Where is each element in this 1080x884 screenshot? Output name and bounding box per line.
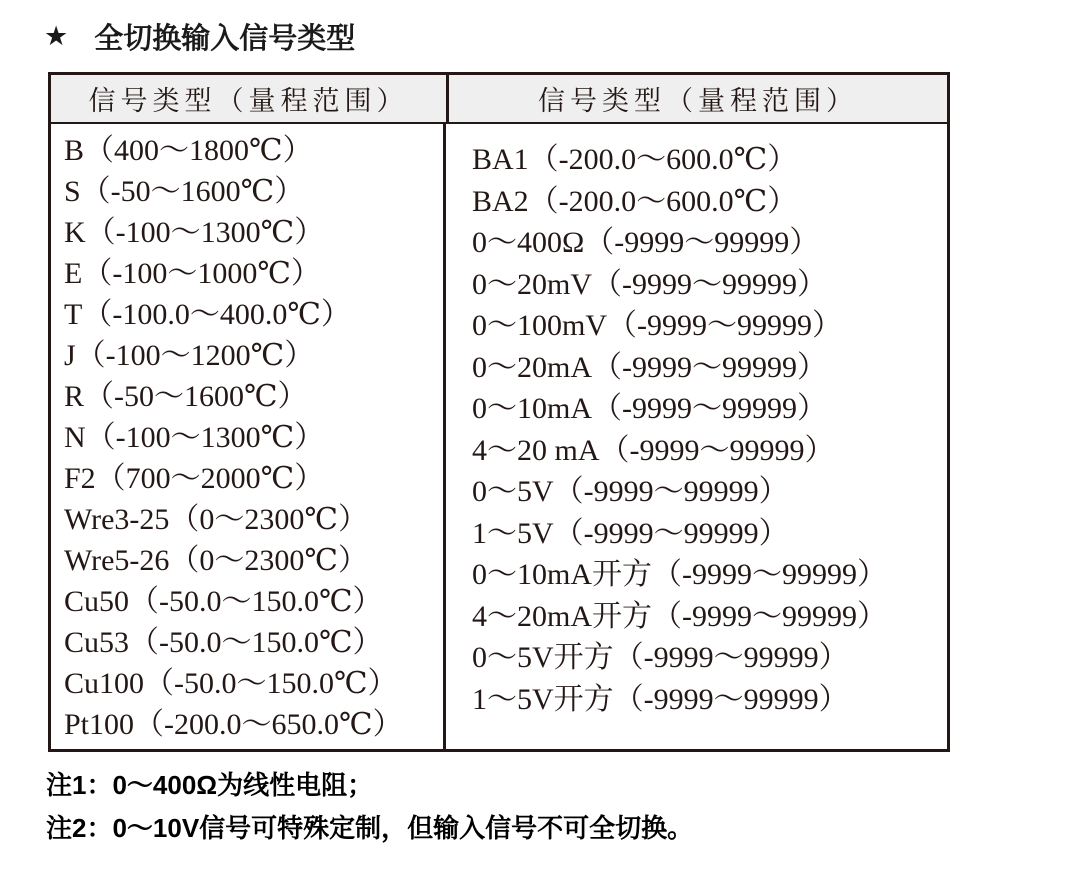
table-row: 1～5V开方（-9999～99999） (472, 682, 849, 716)
table-row: 0～100mV（-9999～99999） (472, 309, 842, 342)
table-header-left: 信号类型（量程范围） (51, 75, 449, 122)
note-1: 注1：0～400Ω为线性电阻； (46, 770, 374, 800)
note-2: 注2：0～10V信号可特殊定制，但输入信号不可全切换。 (46, 813, 694, 843)
table-row: F2（700～2000℃） (64, 462, 325, 495)
table-row: R（-50～1600℃） (64, 380, 308, 413)
table-row: 0～20mV（-9999～99999） (472, 267, 827, 301)
table-row: Wre5-26（0～2300℃） (64, 544, 368, 577)
table-header-row (51, 75, 947, 124)
table-row: N（-100～1300℃） (64, 421, 325, 454)
page-title-text: 全切换输入信号类型 (94, 23, 356, 55)
table-row: BA2（-200.0～600.0℃） (472, 184, 798, 218)
table-row: Cu100（-50.0～150.0℃） (64, 667, 398, 700)
table-header-right: 信号类型（量程范围） (538, 86, 858, 116)
table-row: 4～20 mA（-9999～99999） (472, 433, 835, 467)
table-row: K（-100～1300℃） (64, 216, 325, 249)
footnotes (46, 764, 693, 850)
table-column-right (446, 124, 947, 749)
table-row: 1～5V（-9999～99999） (472, 516, 789, 550)
table-row: B（400～1800℃） (64, 134, 313, 167)
table-row: T（-100.0～400.0℃） (64, 298, 351, 331)
table-row: S（-50～1600℃） (64, 175, 305, 208)
table-column-left (51, 124, 446, 749)
table-row: 0～5V（-9999～99999） (472, 475, 789, 508)
table-row: Wre3-25（0～2300℃） (64, 503, 368, 536)
table-row: Cu50（-50.0～150.0℃） (64, 585, 383, 618)
table-row: J（-100～1200℃） (64, 339, 315, 372)
table-row: 0～400Ω（-9999～99999） (472, 226, 820, 259)
table-row: Cu53（-50.0～150.0℃） (64, 626, 383, 659)
page-title (44, 16, 355, 57)
table-row: E（-100～1000℃） (64, 257, 321, 290)
table-row: 0～20mA（-9999～99999） (472, 350, 827, 384)
table-row: 0～10mA（-9999～99999） (472, 392, 827, 425)
table-row: BA1（-200.0～600.0℃） (472, 143, 798, 176)
table-row: Pt100（-200.0～650.0℃） (64, 708, 403, 741)
table-body (51, 124, 947, 749)
table-row: 4～20mA开方（-9999～99999） (472, 599, 887, 633)
signal-type-table (48, 72, 950, 752)
table-row: 0～10mA开方（-9999～99999） (472, 558, 887, 591)
table-row: 0～5V开方（-9999～99999） (472, 641, 849, 674)
star-icon: ★ (44, 21, 69, 51)
